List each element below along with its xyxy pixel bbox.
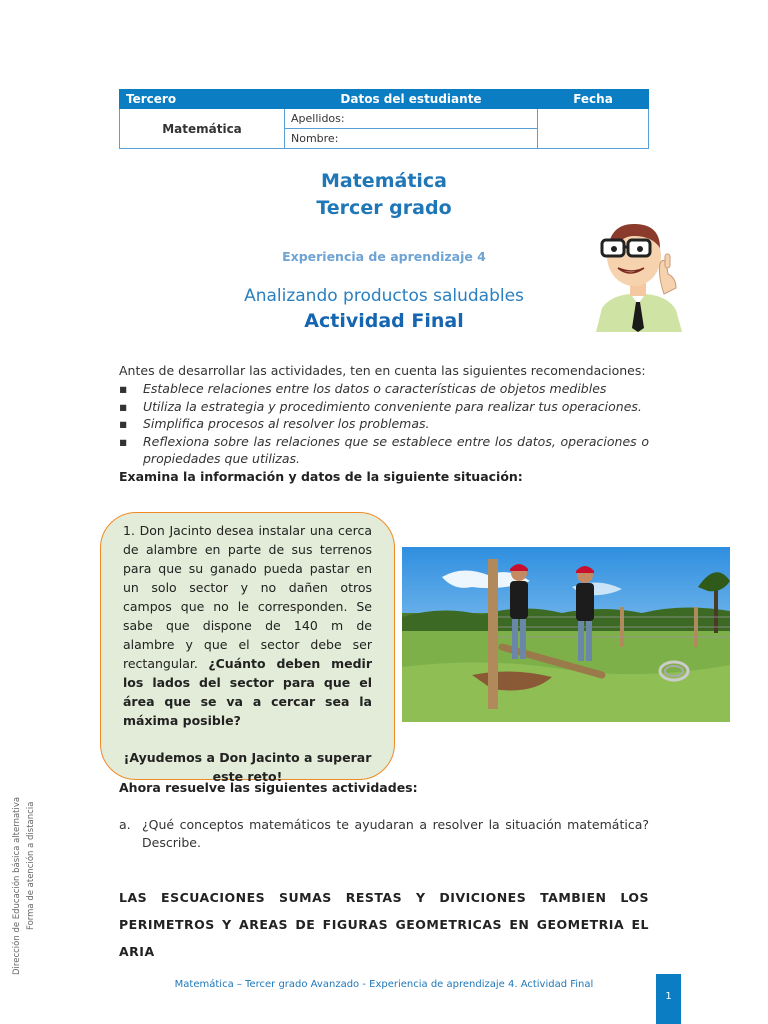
situation-question: ¿Cuánto deben medir los lados del sector para que el área que se va a cercar sea la máxima posible? [123, 656, 372, 728]
surname-field[interactable]: Apellidos: [285, 109, 538, 129]
page-number: 1 [656, 974, 681, 1024]
activities-heading: Ahora resuelve las siguientes actividades: [119, 780, 418, 795]
teacher-icon [588, 216, 688, 332]
side-text-line2: Forma de atención a distancia [26, 801, 36, 930]
list-item: ▪ Establece relaciones entre los datos o características de objetos medibles [119, 381, 607, 396]
recommendations-list [119, 380, 649, 468]
page-footer: Matemática – Tercer grado Avanzado - Experiencia de aprendizaje 4. Actividad Final [174, 979, 594, 990]
question-a [119, 816, 649, 852]
side-text-line1: Dirección de Educación básica alternativa [12, 796, 22, 975]
student-answer[interactable]: LAS ESCUACIONES SUMAS RESTAS Y DIVICIONES TAMBIEN LOS PERIMETROS Y AREAS DE FIGURAS GEOMETRICAS EN GEOMETRIA EL ARIA [119, 890, 649, 959]
question-a-label: a. [119, 817, 131, 832]
list-item: ▪ Simplifica procesos al resolver los problemas. [119, 416, 430, 431]
table-header-grade: Tercero [120, 90, 285, 109]
examine-heading: Examina la información y datos de la siguiente situación: [119, 469, 523, 484]
side-vertical-label [4, 760, 44, 980]
question-a-text: ¿Qué conceptos matemáticos te ayudaran a resolver la situación matemática? Describe. [142, 817, 649, 850]
list-item: ▪ Utiliza la estrategia y procedimiento conveniente para realizar tus operaciones. [119, 398, 642, 414]
table-header-date: Fecha [538, 90, 649, 109]
activity-title: Actividad Final [304, 310, 464, 332]
bullet-icon: ▪ [119, 416, 128, 431]
intro-text: Antes de desarrollar las actividades, ten en cuenta las siguientes recomendaciones: [119, 363, 646, 378]
farm-fence-photo-icon [402, 547, 730, 722]
page-subtitle-grade: Tercer grado [316, 197, 452, 219]
topic-title: Analizando productos saludables [244, 286, 524, 306]
bullet-icon: ▪ [119, 433, 128, 449]
list-item: ▪ Reflexiona sobre las relaciones que se establece entre los datos, operaciones o propiedades que utilizas. [119, 433, 649, 466]
subject-cell: Matemática [120, 109, 285, 149]
bullet-icon: ▪ [119, 381, 128, 396]
situation-text: 1. Don Jacinto desea instalar una cerca de alambre en parte de sus terrenos para que su ganado pueda pastar en un solo sector y no dañen otros campos que no le corresponden. Se sabe que dispone de 140 m de alambre y que el sector debe ser rectangular. [123, 523, 372, 671]
page-title: Matemática [321, 170, 447, 192]
situation-box [100, 512, 395, 784]
student-data-table [119, 89, 649, 149]
name-field[interactable]: Nombre: [285, 129, 538, 149]
bullet-icon: ▪ [119, 398, 128, 414]
situation-call-to-action: ¡Ayudemos a Don Jacinto a superar este reto! [123, 750, 372, 784]
table-header-student-data: Datos del estudiante [285, 90, 538, 109]
date-field[interactable] [538, 109, 649, 149]
experience-label: Experiencia de aprendizaje 4 [282, 249, 486, 264]
